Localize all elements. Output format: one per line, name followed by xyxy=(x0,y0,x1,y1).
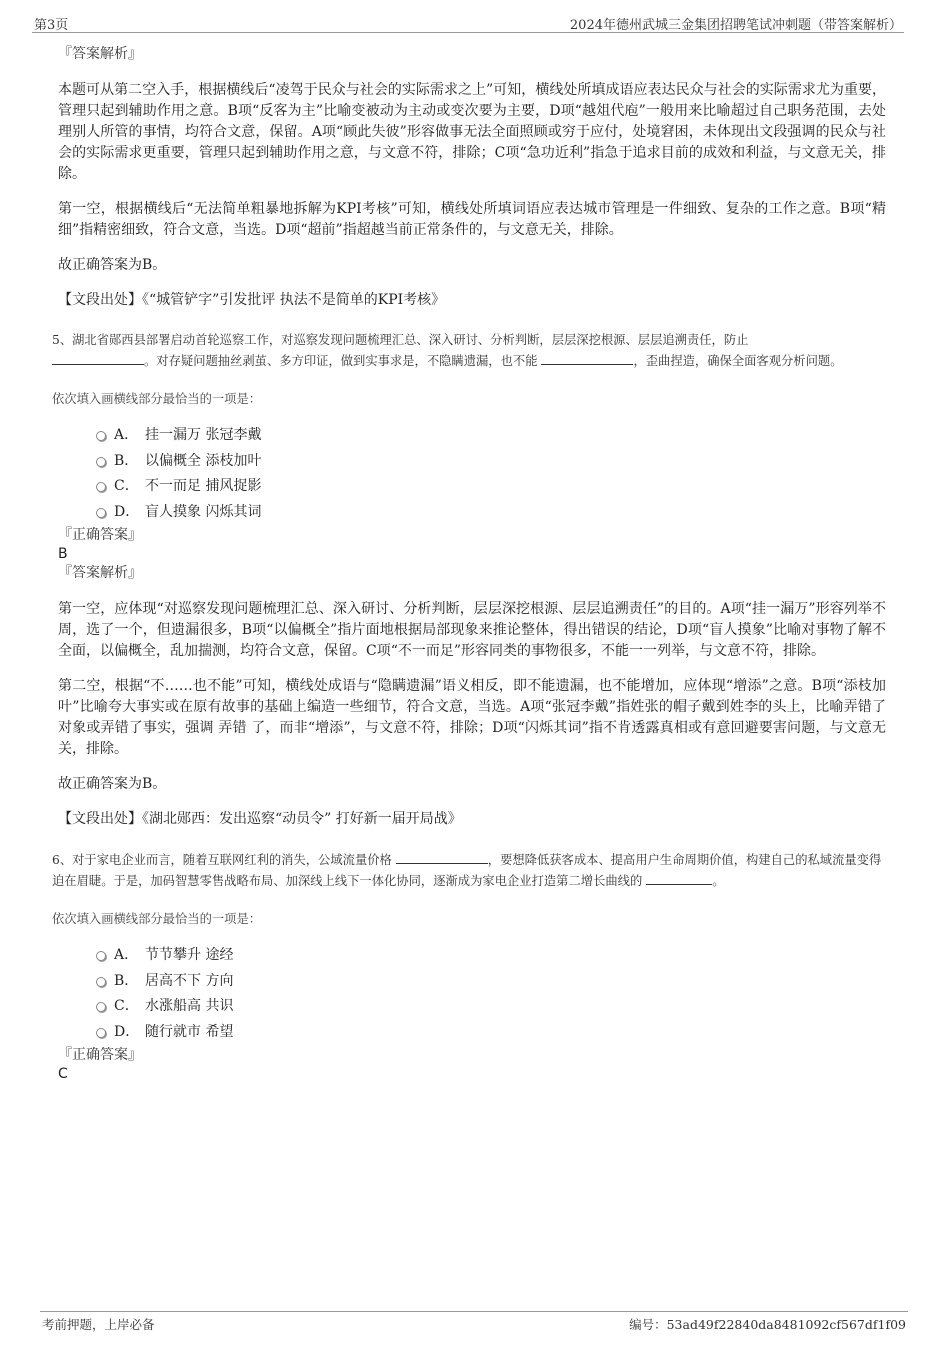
option-d[interactable]: D． 盲人摸象 闪烁其词 xyxy=(90,500,886,526)
radio-icon[interactable] xyxy=(96,457,106,467)
footer-slogan: 考前押题，上岸必备 xyxy=(42,1317,155,1332)
radio-icon[interactable] xyxy=(96,951,106,961)
option-c[interactable]: C． 不一而足 捕风捉影 xyxy=(90,474,886,500)
page-footer xyxy=(40,1311,908,1340)
question-6 xyxy=(52,849,886,927)
explanation-conclusion: 故正确答案为B。 xyxy=(58,776,167,792)
radio-icon[interactable] xyxy=(96,1002,106,1012)
fill-blank xyxy=(541,350,633,365)
fill-blank xyxy=(646,870,712,885)
radio-icon[interactable] xyxy=(96,508,106,518)
question-5-options xyxy=(90,423,886,525)
option-b[interactable]: B． 以偏概全 添枝加叶 xyxy=(90,449,886,475)
question-6-text: 6、对于家电企业而言，随着互联网红利的消失，公域流量价格 ，要想降低获客成本、提高用户生命周期价值，构建自己的私域流量变得迫在眉睫。于是，加码智慧零售战略布局、加深线上线下一体化协同，逐渐成为家电企业打造第二增长曲线的 。 xyxy=(52,849,886,891)
page-number: 第3页 xyxy=(34,18,69,33)
question-instruction: 依次填入画横线部分最恰当的一项是： xyxy=(52,392,262,406)
source-citation: 【文段出处】《湖北郧西：发出巡察“动员令” 打好新一届开局战》 xyxy=(58,811,462,827)
document-id: 编号：53ad49f22840da8481092cf567df1f09 xyxy=(629,1317,906,1332)
radio-icon[interactable] xyxy=(96,1028,106,1038)
explanation-paragraph: 第一空，根据横线后“无法简单粗暴地拆解为KPI考核”可知，横线处所填词语应表达城市管理是一件细致、复杂的工作之意。B项“精细”指精密细致，符合文意，当选。D项“超前”指超越当前正常条件的，与文意无关，排除。 xyxy=(58,201,886,238)
source-citation: 【文段出处】《“城管铲字”引发批评 执法不是简单的KPI考核》 xyxy=(58,292,446,308)
question-5-text: 5、湖北省郧西县部署启动首轮巡察工作，对巡察发现问题梳理汇总、深入研讨、分析判断，层层深挖根源、层层追溯责任，防止 。对存疑问题抽丝剥茧、多方印证，做到实事求是，不隐瞒遗漏，也不能 ，歪曲捏造，确保全面客观分析问题。 xyxy=(52,333,843,368)
option-b[interactable]: B． 居高不下 方向 xyxy=(90,969,886,995)
document-title: 2024年德州武城三金集团招聘笔试冲刺题（带答案解析） xyxy=(569,18,902,33)
fill-blank xyxy=(396,849,488,864)
option-a[interactable]: A． 节节攀升 途经 xyxy=(90,943,886,969)
explanation-paragraph: 第二空，根据“不……也不能”可知，横线处成语与“隐瞒遗漏”语义相反，即不能遗漏，也不能增加，应体现“增添”之意。B项“添枝加叶”比喻夸大事实或在原有故事的基础上编造一些细节，符合文意，当选。A项“张冠李戴”指姓张的帽子戴到姓李的头上，比喻弄错了对象或弄错了事实，强调 弄错 了，而非“增添”，与文意不符，排除；D项“闪烁其词”指不肯透露真相或有意回避要害问题，与文意无关，排除。 xyxy=(58,678,886,757)
answer-heading: 『正确答案』 xyxy=(58,1047,142,1063)
explanation-heading: 『答案解析』 xyxy=(58,565,142,581)
radio-icon[interactable] xyxy=(96,977,106,987)
page-header xyxy=(32,10,904,33)
answer-value: C xyxy=(58,1066,68,1082)
answer-value: B xyxy=(58,546,68,562)
question-5 xyxy=(52,330,886,407)
page-content xyxy=(52,44,886,1083)
question-instruction: 依次填入画横线部分最恰当的一项是： xyxy=(52,912,262,926)
explanation-paragraph: 本题可从第二空入手，根据横线后“凌驾于民众与社会的实际需求之上”可知，横线处所填成语应表达民众与社会的实际需求尤为重要，管理只起到辅助作用之意。B项“反客为主”比喻变被动为主动或变次要为主要，D项“越俎代庖”一般用来比喻超过自己职务范围，去处理别人所管的事情，均符合文意，保留。A项“顾此失彼”形容做事无法全面照顾或穷于应付，处境窘困，未体现出文段强调的民众与社会的实际需求更重要，管理只起到辅助作用之意，与文意不符，排除；C项“急功近利”指急于追求目前的成效和利益，与文意无关，排除。 xyxy=(58,82,886,182)
radio-icon[interactable] xyxy=(96,482,106,492)
explanation-conclusion: 故正确答案为B。 xyxy=(58,257,167,273)
answer-heading: 『正确答案』 xyxy=(58,527,142,543)
radio-icon[interactable] xyxy=(96,431,106,441)
option-a[interactable]: A． 挂一漏万 张冠李戴 xyxy=(90,423,886,449)
explanation-heading: 『答案解析』 xyxy=(58,46,142,62)
explanation-paragraph: 第一空，应体现“对巡察发现问题梳理汇总、深入研讨、分析判断，层层深挖根源、层层追溯责任”的目的。A项“挂一漏万”形容列举不周，选了一个，但遗漏很多，B项“以偏概全”指片面地根据局部现象来推论整体，得出错误的结论，D项“盲人摸象”比喻对事物了解不全面，以偏概全，乱加揣测，均符合文意，保留。C项“不一而足”形容同类的事物很多，不能一一列举，与文意不符，排除。 xyxy=(58,601,886,659)
option-d[interactable]: D． 随行就市 希望 xyxy=(90,1020,886,1046)
option-c[interactable]: C． 水涨船高 共识 xyxy=(90,994,886,1020)
question-6-options xyxy=(90,943,886,1045)
fill-blank xyxy=(52,350,144,365)
